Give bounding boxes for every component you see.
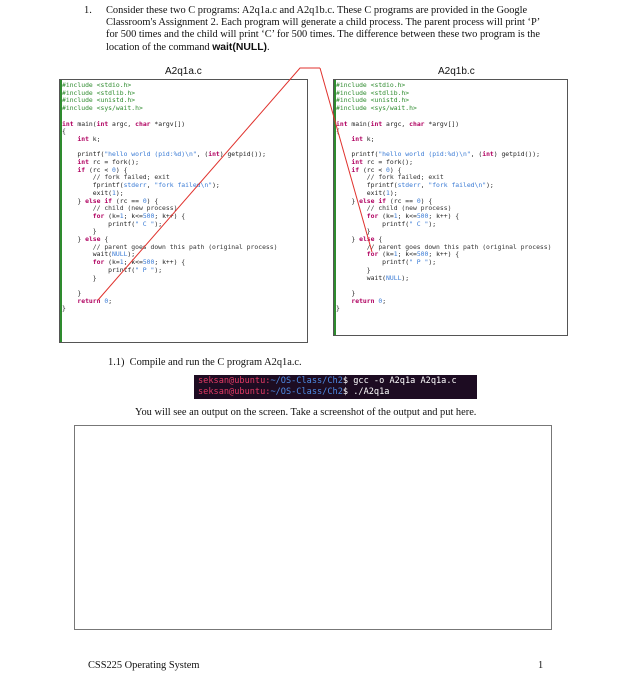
instruction-text: You will see an output on the screen. Take a screenshot of the output and put here. [135, 407, 477, 418]
code-line: wait(NULL); [336, 273, 410, 282]
code-line: #include <unistd.h> [62, 96, 136, 105]
code-line: int k; [351, 134, 375, 143]
code-line: #include <stdio.h> [62, 81, 132, 89]
code-line: #include <stdio.h> [336, 81, 406, 89]
code-line: } [62, 227, 97, 236]
code-line: #include <sys/wait.h> [62, 104, 143, 113]
annotation-line-b [320, 68, 372, 252]
code-line: #include <sys/wait.h> [336, 104, 417, 113]
code-line: // fork failed; exit [62, 173, 170, 182]
code-line: int rc = fork(); [77, 158, 139, 167]
code-line: printf(" C "); [62, 219, 163, 228]
code-line: if (rc < 0) { [351, 165, 402, 174]
code-line: } else if (rc == 0) { [336, 196, 433, 205]
code-line: exit(1); [336, 188, 398, 197]
code-line: #include <stdlib.h> [336, 88, 410, 97]
question-text: Consider these two C programs: A2q1a.c and A2q1b.c. These C programs are provided in the Google Classroom's Assignment 2. Each program will generate a child process. The parent process will print ‘P’ for 500 times and the child will print ‘C’ for 500 times. The difference between these two program is the location of the command wait(NULL). [106, 5, 540, 53]
code-line: #include <unistd.h> [336, 96, 410, 105]
terminal-line: seksan@ubuntu:~/OS-Class/Ch2$ ./A2q1a [198, 387, 390, 397]
code-line: #include <stdlib.h> [62, 88, 136, 97]
code-line: } else { [336, 235, 383, 244]
code-line: for (k=1; k<=500; k++) { [92, 258, 186, 267]
code-line: // fork failed; exit [336, 173, 444, 182]
code-line: printf(" C "); [336, 219, 437, 228]
code-line: } [62, 273, 97, 282]
code-line: printf("hello world (pid:%d)\n", (int) getpid()); [62, 150, 266, 159]
program-b-title: A2q1b.c [438, 66, 475, 77]
code-line: } [62, 304, 66, 313]
annotation-line-a [98, 68, 320, 300]
code-line: int main(int argc, char *argv[]) [336, 119, 460, 128]
footer-course: CSS225 Operating System [88, 660, 200, 671]
code-line: // child (new process) [336, 204, 452, 213]
code-line: } [62, 288, 82, 297]
code-line: { [62, 127, 66, 136]
code-line: return 0; [77, 296, 113, 305]
terminal [194, 375, 477, 399]
terminal-line: seksan@ubuntu:~/OS-Class/Ch2$ gcc -o A2q1a A2q1a.c [198, 376, 457, 386]
code-line: wait(NULL); [62, 250, 136, 259]
code-line: return 0; [351, 296, 387, 305]
code-line: } [336, 227, 371, 236]
code-line: } else if (rc == 0) { [62, 196, 159, 205]
code-line: for (k=1; k<=500; k++) { [366, 250, 460, 259]
section-1-1 [108, 357, 302, 368]
program-a-title: A2q1a.c [165, 66, 202, 77]
page-number: 1 [538, 660, 544, 671]
section-text: Compile and run the C program A2q1a.c. [129, 357, 302, 368]
screenshot-answer-box[interactable] [74, 425, 552, 630]
wait-null-keyword: wait(NULL) [212, 41, 268, 53]
code-line: } [336, 304, 340, 313]
question-number: 1. [84, 5, 92, 16]
code-line: fprintf(stderr, "fork failed\n"); [62, 181, 220, 190]
code-line: printf(" P "); [336, 258, 437, 267]
code-line: int rc = fork(); [351, 158, 413, 167]
section-label: 1.1) [108, 357, 125, 368]
code-line: // parent goes down this path (original process) [62, 242, 278, 251]
code-line: printf("hello world (pid:%d)\n", (int) getpid()); [336, 150, 540, 159]
code-line: } else { [62, 235, 109, 244]
code-line: // parent goes down this path (original process) [336, 242, 552, 251]
code-line: } [336, 265, 371, 274]
code-line: { [336, 127, 340, 136]
code-line: for (k=1; k<=500; k++) { [366, 211, 460, 220]
code-line: fprintf(stderr, "fork failed\n"); [336, 181, 494, 190]
code-line: } [336, 288, 356, 297]
code-line: if (rc < 0) { [77, 165, 128, 174]
code-line: printf(" P "); [62, 265, 163, 274]
code-line: for (k=1; k<=500; k++) { [92, 211, 186, 220]
code-line: int main(int argc, char *argv[]) [62, 119, 186, 128]
code-line: exit(1); [62, 188, 124, 197]
code-line: int k; [77, 134, 101, 143]
code-line: // child (new process) [62, 204, 178, 213]
